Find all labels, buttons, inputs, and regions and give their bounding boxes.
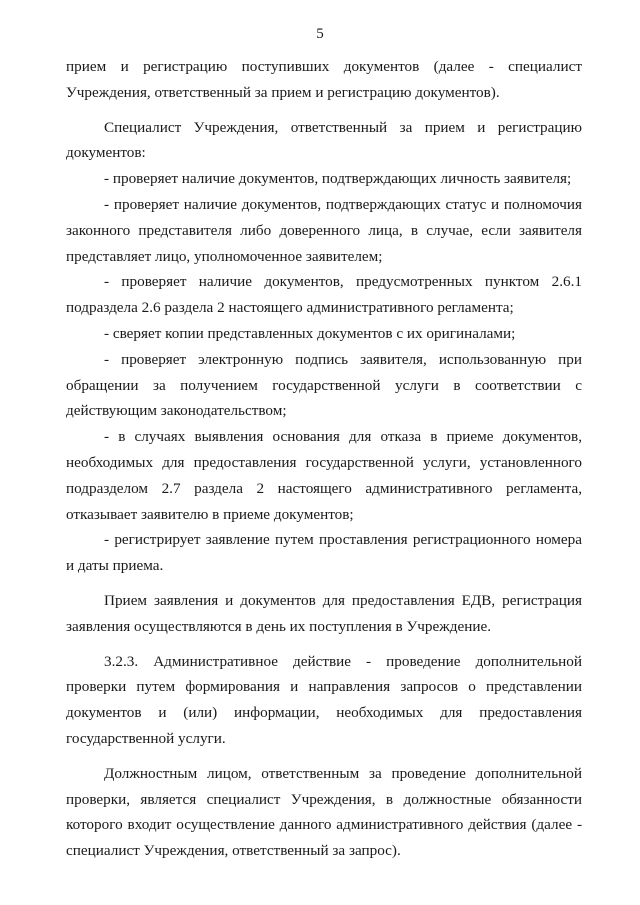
paragraph-3: Прием заявления и документов для предоставления ЕДВ, регистрация заявления осуществляются в день их поступления в Учреждение. [66, 591, 582, 635]
paragraph-2: Специалист Учреждения, ответственный за прием и регистрацию документов: [66, 118, 582, 162]
list-item-3: - проверяет наличие документов, предусмотренных пунктом 2.6.1 подраздела 2.6 раздела 2 настоящего административного регламента; [66, 273, 582, 317]
list-item-6: - в случаях выявления основания для отказа в приеме документов, необходимых для предоставления государственной услуги, установленного подразделом 2.7 раздела 2 настоящего административного регламента, отказывает заявителю в приеме документов; [66, 428, 582, 523]
paragraph-4: Должностным лицом, ответственным за проведение дополнительной проверки, является специалист Учреждения, в должностные обязанности которого входит осуществление данного административного действия (далее - специалист Учреждения, ответственный за запрос). [66, 764, 582, 860]
list-item-7: - регистрирует заявление путем проставления регистрационного номера и даты приема. [66, 531, 582, 575]
list-item-5: - проверяет электронную подпись заявителя, использованную при обращении за получением государственной услуги в соответствии с действующим законодательством; [66, 350, 582, 420]
document-body [66, 54, 582, 864]
list-item-2: - проверяет наличие документов, подтверждающих статус и полномочия законного представителя либо доверенного лица, в случае, если заявителя представляет лицо, уполномоченное заявителем; [66, 195, 582, 265]
section-3-2-3: 3.2.3. Административное действие - проведение дополнительной проверки путем формирования и направления запросов о представлении документов и (или) информации, необходимых для предоставления государственной услуги. [66, 652, 582, 747]
paragraph-1: прием и регистрацию поступивших документов (далее - специалист Учреждения, ответственный за прием и регистрацию документов). [66, 58, 582, 101]
list-item-4: - сверяет копии представленных документов с их оригиналами; [104, 324, 516, 342]
list-item-1: - проверяет наличие документов, подтверждающих личность заявителя; [104, 170, 572, 188]
page-number: 5 [316, 26, 324, 42]
